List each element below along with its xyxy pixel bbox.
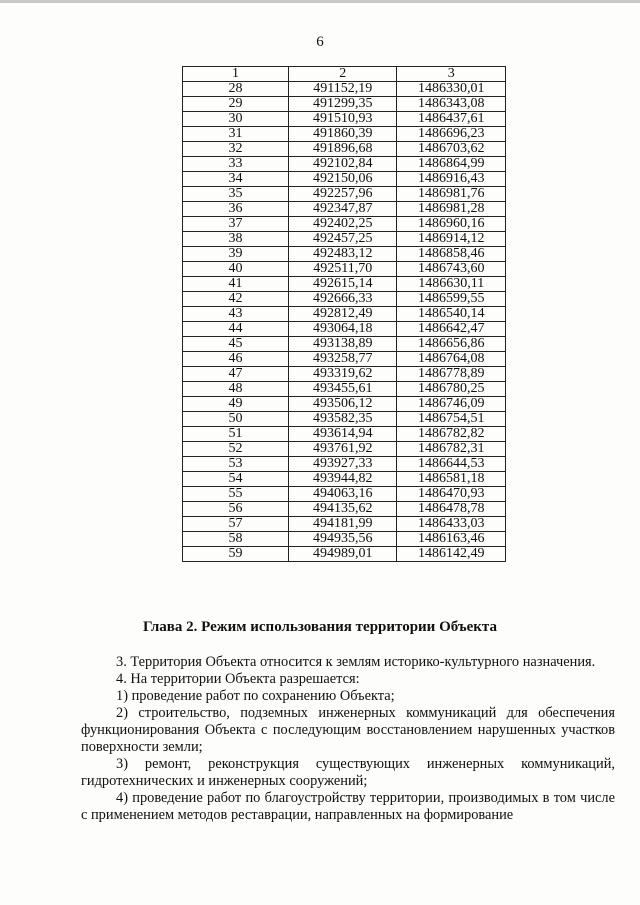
coordinates-table (182, 66, 506, 562)
cell-point: 37 (183, 217, 289, 232)
cell-x: 491152,19 (288, 82, 396, 97)
cell-point: 43 (183, 307, 289, 322)
cell-point: 42 (183, 292, 289, 307)
cell-x: 492257,96 (288, 187, 396, 202)
table-row (183, 472, 506, 487)
cell-y: 1486916,43 (397, 172, 506, 187)
cell-x: 493258,77 (288, 352, 396, 367)
cell-y: 1486864,99 (397, 157, 506, 172)
table-row (183, 292, 506, 307)
table-row (183, 247, 506, 262)
cell-point: 59 (183, 547, 289, 562)
cell-x: 491860,39 (288, 127, 396, 142)
cell-y: 1486478,78 (397, 502, 506, 517)
table-body (183, 82, 506, 562)
cell-point: 39 (183, 247, 289, 262)
cell-point: 52 (183, 442, 289, 457)
cell-x: 492511,70 (288, 262, 396, 277)
cell-y: 1486696,23 (397, 127, 506, 142)
cell-y: 1486764,08 (397, 352, 506, 367)
cell-x: 494989,01 (288, 547, 396, 562)
body-text (81, 654, 615, 824)
table-row (183, 487, 506, 502)
cell-point: 45 (183, 337, 289, 352)
cell-point: 54 (183, 472, 289, 487)
table-row (183, 367, 506, 382)
cell-x: 494181,99 (288, 517, 396, 532)
cell-y: 1486330,01 (397, 82, 506, 97)
table-row (183, 382, 506, 397)
cell-y: 1486782,31 (397, 442, 506, 457)
cell-x: 494935,56 (288, 532, 396, 547)
table-header-row (183, 67, 506, 82)
cell-point: 47 (183, 367, 289, 382)
table-row (183, 172, 506, 187)
cell-point: 38 (183, 232, 289, 247)
table-row (183, 502, 506, 517)
cell-y: 1486754,51 (397, 412, 506, 427)
paragraph: 1) проведение работ по сохранению Объекта; (116, 688, 395, 704)
chapter-heading: Глава 2. Режим использования территории Объекта (143, 619, 497, 635)
cell-y: 1486960,16 (397, 217, 506, 232)
cell-y: 1486540,14 (397, 307, 506, 322)
cell-x: 492347,87 (288, 202, 396, 217)
table-row (183, 142, 506, 157)
cell-y: 1486981,76 (397, 187, 506, 202)
cell-y: 1486630,11 (397, 277, 506, 292)
cell-y: 1486644,53 (397, 457, 506, 472)
cell-y: 1486703,62 (397, 142, 506, 157)
cell-y: 1486581,18 (397, 472, 506, 487)
cell-x: 491510,93 (288, 112, 396, 127)
cell-x: 493927,33 (288, 457, 396, 472)
cell-y: 1486433,03 (397, 517, 506, 532)
table-row (183, 397, 506, 412)
cell-x: 491896,68 (288, 142, 396, 157)
table-row (183, 352, 506, 367)
cell-point: 57 (183, 517, 289, 532)
cell-point: 56 (183, 502, 289, 517)
cell-y: 1486437,61 (397, 112, 506, 127)
cell-x: 493506,12 (288, 397, 396, 412)
cell-y: 1486780,25 (397, 382, 506, 397)
cell-y: 1486778,89 (397, 367, 506, 382)
cell-x: 493138,89 (288, 337, 396, 352)
cell-x: 491299,35 (288, 97, 396, 112)
paragraph: 3) ремонт, реконструкция существующих инженерных коммуникаций, гидротехнических и инженерных сооружений; (81, 756, 615, 789)
table-row (183, 427, 506, 442)
cell-y: 1486470,93 (397, 487, 506, 502)
cell-y: 1486858,46 (397, 247, 506, 262)
cell-point: 30 (183, 112, 289, 127)
table-row (183, 337, 506, 352)
cell-x: 492615,14 (288, 277, 396, 292)
table-row (183, 202, 506, 217)
table-row (183, 157, 506, 172)
cell-y: 1486782,82 (397, 427, 506, 442)
cell-point: 41 (183, 277, 289, 292)
table-row (183, 547, 506, 562)
table-row (183, 217, 506, 232)
table-row (183, 112, 506, 127)
table-row (183, 532, 506, 547)
cell-point: 50 (183, 412, 289, 427)
cell-point: 55 (183, 487, 289, 502)
cell-x: 492666,33 (288, 292, 396, 307)
table-row (183, 322, 506, 337)
table-row (183, 127, 506, 142)
header-cell-x: 2 (288, 67, 396, 82)
cell-x: 492102,84 (288, 157, 396, 172)
cell-point: 34 (183, 172, 289, 187)
table-row (183, 412, 506, 427)
table-row (183, 262, 506, 277)
page-top-edge (0, 0, 640, 3)
cell-point: 33 (183, 157, 289, 172)
cell-y: 1486746,09 (397, 397, 506, 412)
cell-y: 1486914,12 (397, 232, 506, 247)
table-row (183, 457, 506, 472)
cell-y: 1486642,47 (397, 322, 506, 337)
page-number: 6 (316, 34, 324, 50)
cell-point: 44 (183, 322, 289, 337)
cell-y: 1486599,55 (397, 292, 506, 307)
cell-x: 493064,18 (288, 322, 396, 337)
cell-y: 1486343,08 (397, 97, 506, 112)
cell-x: 493582,35 (288, 412, 396, 427)
table-row (183, 442, 506, 457)
cell-y: 1486163,46 (397, 532, 506, 547)
paragraph: 4. На территории Объекта разрешается: (116, 671, 360, 687)
table-row (183, 517, 506, 532)
table-row (183, 232, 506, 247)
header-cell-y: 3 (397, 67, 506, 82)
cell-x: 492483,12 (288, 247, 396, 262)
table-row (183, 187, 506, 202)
cell-x: 492402,25 (288, 217, 396, 232)
paragraph: 3. Территория Объекта относится к землям историко-культурного назначения. (116, 654, 596, 670)
paragraph: 2) строительство, подземных инженерных коммуникаций для обеспечения функционирования Объекта с последующим восстановлением нарушенных участков поверхности земли; (81, 705, 615, 755)
cell-x: 493319,62 (288, 367, 396, 382)
table-row (183, 97, 506, 112)
cell-point: 36 (183, 202, 289, 217)
cell-x: 493944,82 (288, 472, 396, 487)
header-cell-point: 1 (183, 67, 289, 82)
table-row (183, 307, 506, 322)
cell-point: 51 (183, 427, 289, 442)
cell-y: 1486743,60 (397, 262, 506, 277)
cell-x: 493614,94 (288, 427, 396, 442)
cell-x: 494135,62 (288, 502, 396, 517)
cell-x: 494063,16 (288, 487, 396, 502)
cell-x: 492150,06 (288, 172, 396, 187)
cell-point: 48 (183, 382, 289, 397)
cell-x: 492812,49 (288, 307, 396, 322)
cell-y: 1486981,28 (397, 202, 506, 217)
paragraph: 4) проведение работ по благоустройству территории, производимых в том числе с применением методов реставрации, направленных на формирование (81, 790, 615, 823)
cell-x: 493455,61 (288, 382, 396, 397)
cell-point: 53 (183, 457, 289, 472)
cell-point: 29 (183, 97, 289, 112)
cell-x: 493761,92 (288, 442, 396, 457)
cell-point: 58 (183, 532, 289, 547)
cell-point: 32 (183, 142, 289, 157)
cell-y: 1486142,49 (397, 547, 506, 562)
cell-point: 49 (183, 397, 289, 412)
cell-point: 46 (183, 352, 289, 367)
table-row (183, 277, 506, 292)
cell-y: 1486656,86 (397, 337, 506, 352)
cell-point: 40 (183, 262, 289, 277)
cell-x: 492457,25 (288, 232, 396, 247)
table-row (183, 82, 506, 97)
cell-point: 28 (183, 82, 289, 97)
cell-point: 31 (183, 127, 289, 142)
cell-point: 35 (183, 187, 289, 202)
